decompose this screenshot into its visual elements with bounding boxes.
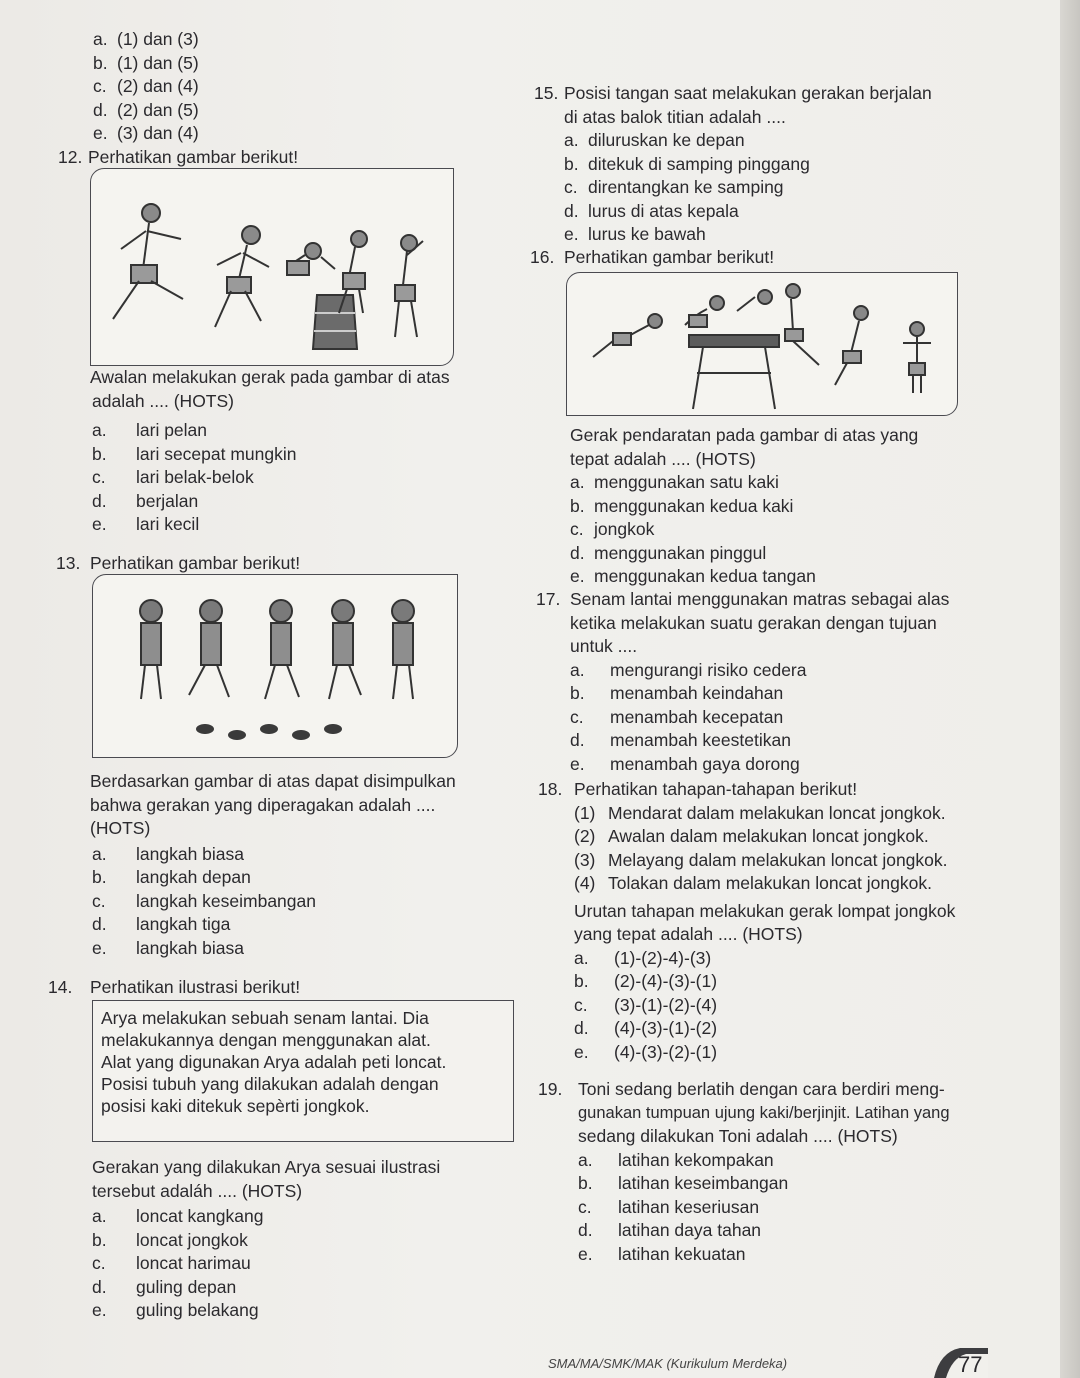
q12-option-b: b. lari secepat mungkin [92,443,297,464]
q14-stem: 14. Perhatikan ilustrasi berikut! [48,977,301,997]
q16-stem: 16. Perhatikan gambar berikut! [530,247,775,267]
q15: 15. Posisi tangan saat melakukan gerakan berjalan di atas balok titian adalah .... a. diluruskan ke depan b. ditekuk di samping pinggang c. direntangkan ke samping d. lurus di atas kepala e. lurus ke bawah [534,82,974,247]
q12-option-c: c. lari belak-belok [92,467,254,487]
footprints-icon [196,724,342,740]
q13-stem: 13. Perhatikan gambar berikut! [56,553,301,573]
q14-option-c: c. loncat harimau [92,1253,251,1273]
runners-vault-icon [91,169,453,365]
q18-step-2: (2) Awalan dalam melakukan loncat jongkok. [574,826,929,846]
q16-option-d: d. menggunakan pinggul [570,542,767,563]
q17-option-c: c. menambah kecepatan [570,706,784,727]
q12-stem: 12. Perhatikan gambar berikut! [58,147,299,167]
q19-option-c: c. latihan keseriusan [578,1196,760,1217]
q18-step-4: (4) Tolakan dalam melakukan loncat jongkok. [574,873,932,893]
q18-step-3: (3) Melayang dalam melakukan loncat jongkok. [574,849,948,870]
q14-option-a: a. loncat kangkang [92,1206,264,1226]
page-edge [1060,0,1080,1378]
q15-option-c: c. direntangkan ke samping [564,177,784,197]
q16-option-b: b. menggunakan kedua kaki [570,495,794,516]
q16-body: Gerak pendaratan pada gambar di atas yang tepat adalah .... (HOTS) a. menggunakan satu kaki b. menggunakan kedua kaki c. jongkok d. menggunakan pinggul e. menggunakan kedua tangan [570,424,966,589]
q18-option-d: d. (4)-(3)-(1)-(2) [574,1018,718,1038]
q18-option-a: a. (1)-(2)-4)-(3) [574,947,712,968]
q13-option-b: b. langkah depan [92,867,251,887]
q16-illustration [566,272,958,416]
q11-option-d: d. (2) dan (5) [93,99,199,120]
q12-body: Awalan melakukan gerak pada gambar di atas adalah .... (HOTS) a. lari pelan b. lari secepat mungkin c. lari belak-belok d. berjalan e. lari kecil [90,366,530,537]
q19-option-b: b. latihan keseimbangan [578,1173,789,1193]
q14-option-e: e. guling belakang [92,1300,259,1320]
q15-option-e: e. lurus ke bawah [564,224,706,244]
q11-option-a: a. (1) dan (3) [93,29,199,49]
q19-option-d: d. latihan daya tahan [578,1220,762,1240]
q14-body: Gerakan yang dilakukan Arya sesuai ilustrasi tersebut adaláh .... (HOTS) a. loncat kangkang b. loncat jongkok c. loncat harimau d. guling depan e. guling belakang [92,1156,517,1323]
q17-option-d: d. menambah keestetikan [570,730,791,750]
q16-option-c: c. jongkok [570,519,655,539]
q18-option-c: c. (3)-(1)-(2)-(4) [574,994,718,1015]
q18-option-b: b. (2)-(4)-(3)-(1) [574,971,718,991]
left-column [90,28,530,146]
q15-option-a: a. diluruskan ke depan [564,130,745,150]
q18: 18. Perhatikan tahapan-tahapan berikut! (1) Mendarat dalam melakukan loncat jongkok. (2) Awalan dalam melakukan loncat jongkok. (3) Melayang dalam melakukan loncat jongkok. (4) Tolakan dalam melakukan loncat jongkok. Urutan tahapan melakukan gerak lompat jongkok yang tepat adalah .... (HOTS) a. (1)-(2)-4)-(3) b. (2)-(4)-(3)-(1) c. (3)-(1)-(2)-(4) d. (4)-(3)-(1)-(2) e. (4)-(3)-(2)-(1) [538,778,978,1064]
q13-option-a: a. langkah biasa [92,843,244,864]
q16-option-a: a. menggunakan satu kaki [570,472,779,492]
q17-option-a: a. mengurangi risiko cedera [570,659,807,680]
q13-illustration [92,574,458,758]
q11-option-e: e. (3) dan (4) [93,123,199,143]
q18-step-1: (1) Mendarat dalam melakukan loncat jongkok. [574,802,946,823]
q14-illustration-box: Arya melakukan sebuah senam lantai. Dia melakukannya dengan menggunakan alat. Alat yang digunakan Arya adalah peti loncat. Posisi tubuh yang dilakukan adalah dengan posisi kaki ditekuk sepèrti jongkok. [92,1000,514,1142]
q15-option-b: b. ditekuk di samping pinggang [564,153,810,174]
q12-illustration [90,168,454,366]
q13-body: Berdasarkan gambar di atas dapat disimpulkan bahwa gerakan yang diperagakan adalah .... (HOTS) a. langkah biasa b. langkah depan c. langkah keseimbangan d. langkah tiga e. langkah biasa [90,770,515,960]
q16-option-e: e. menggunakan kedua tangan [570,566,816,586]
q15-option-d: d. lurus di atas kepala [564,200,739,221]
q11-option-b: b. (1) dan (5) [93,52,199,73]
q17-option-e: e. menambah gaya dorong [570,753,800,774]
q17-option-b: b. menambah keindahan [570,683,784,703]
footer-curriculum: SMA/MA/SMK/MAK (Kurikulum Merdeka) [548,1356,788,1371]
q12-option-a: a. lari pelan [92,420,208,440]
q17: 17. Senam lantai menggunakan matras sebagai alas ketika melakukan suatu gerakan dengan tujuan untuk .... a. mengurangi risiko cedera b. menambah keindahan c. menambah kecepatan d. menambah keestetikan e. menambah gaya dorong [536,588,976,776]
q19-option-e: e. latihan kekuatan [578,1243,746,1264]
q18-option-e: e. (4)-(3)-(2)-(1) [574,1041,718,1062]
q19: 19. Toni sedang berlatih dengan cara berdiri meng- gunakan tumpuan ujung kaki/berjinjit. Latihan yang sedang dilakukan Toni adalah .... (HOTS) a. latihan kekompakan b. latihan keseimbangan c. latihan keseriusan d. latihan daya tahan e. latihan kekuatan [538,1078,978,1266]
page-number: 77 [958,1352,983,1377]
q14-option-d: d. guling depan [92,1276,237,1297]
q14-option-b: b. loncat jongkok [92,1229,248,1250]
vaulting-horse-icon [567,273,957,415]
walking-figures-icon [93,575,457,757]
q13-option-d: d. langkah tiga [92,914,231,934]
q13-option-c: c. langkah keseimbangan [92,890,316,911]
q11-option-c: c. (2) dan (4) [93,76,199,96]
q12-option-d: d. berjalan [92,490,199,511]
q19-option-a: a. latihan kekompakan [578,1149,774,1170]
q13-option-e: e. langkah biasa [92,937,244,958]
q12-option-e: e. lari kecil [92,514,200,534]
